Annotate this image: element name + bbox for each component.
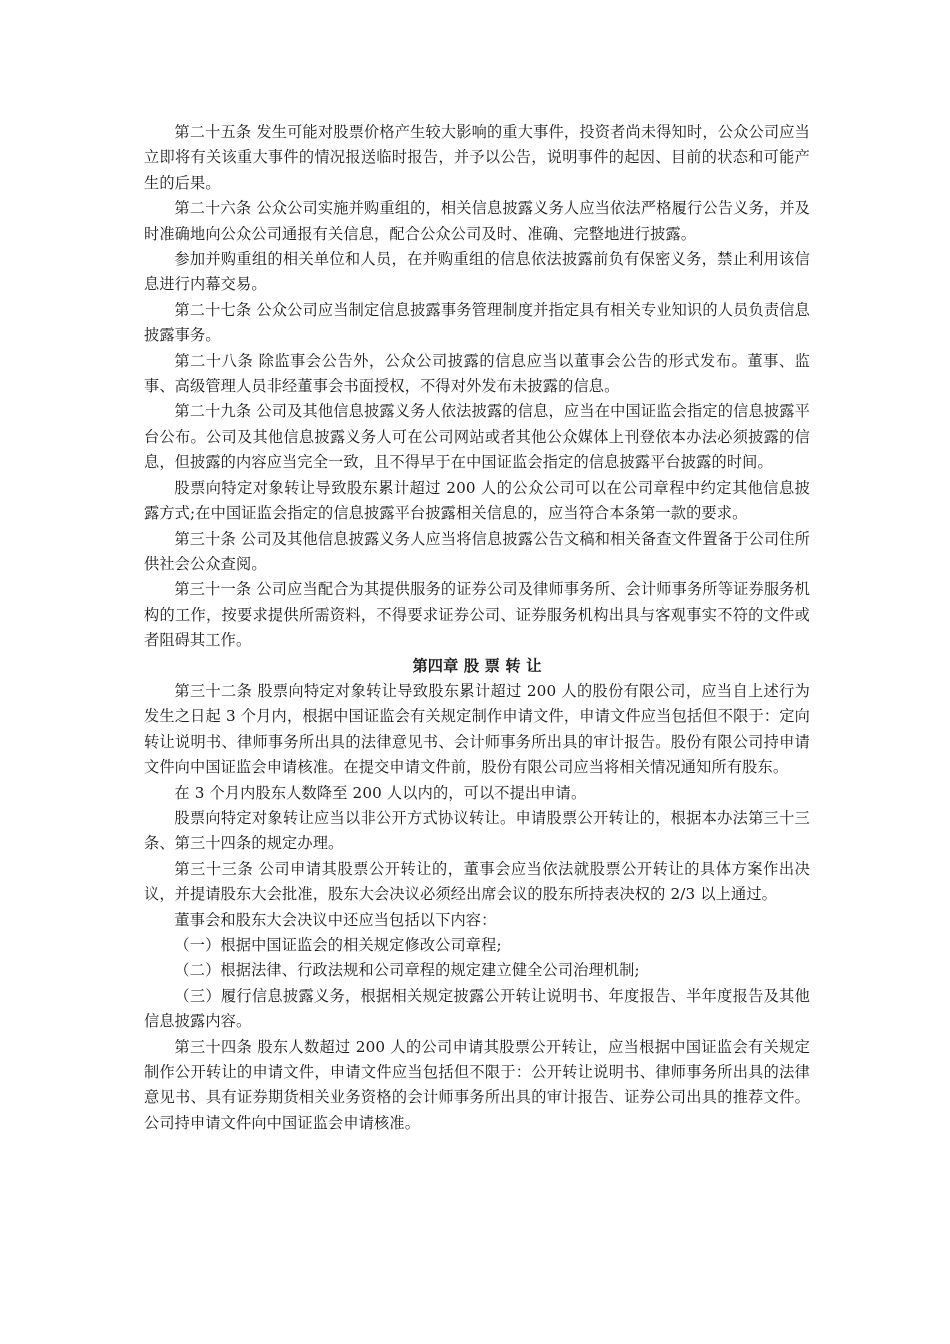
list-item-3: （三）履行信息披露义务，根据相关规定披露公开转让说明书、年度报告、半年度报告及其他信息披露内容。 <box>144 986 810 1031</box>
article-32-paragraph-2: 在 3 个月内股东人数降至 200 人以内的，可以不提出申请。 <box>174 783 587 802</box>
article-27: 第二十七条 公众公司应当制定信息披露事务管理制度并指定具有相关专业知识的人员负责信息披露事务。 <box>144 300 810 345</box>
article-30: 第三十条 公司及其他信息披露义务人应当将信息披露公告文稿和相关备查文件置备于公司住所供社会公众查阅。 <box>144 529 810 573</box>
chapter-heading: 第四章 股 票 转 让 <box>412 656 542 675</box>
article-32-paragraph-3: 股票向特定对象转让应当以非公开方式协议转让。申请股票公开转让的，根据本办法第三十三条、第三十四条的规定办理。 <box>144 808 810 853</box>
article-29: 第二十九条 公司及其他信息披露义务人依法披露的信息，应当在中国证监会指定的信息披露平台公布。公司及其他信息披露义务人可在公司网站或者其他公众媒体上刊登依本办法必须披露的信息，但披露的内容应当完全一致，且不得早于在中国证监会指定的信息披露平台披露的时间。 <box>144 402 810 472</box>
article-33-paragraph-2: 董事会和股东大会决议中还应当包括以下内容： <box>174 910 497 929</box>
article-34: 第三十四条 股东人数超过 200 人的公司申请其股票公开转让，应当根据中国证监会有关规定制作公开转让的申请文件，申请文件应当包括但不限于：公开转让说明书、律师事务所出具的法律意见书、具有证券期货相关业务资格的会计师事务所出具的审计报告、证券公司出具的推荐文件。公司持申请文件向中国证监会申请核准。 <box>144 1037 810 1132</box>
article-31: 第三十一条 公司应当配合为其提供服务的证券公司及律师事务所、会计师事务所等证券服务机构的工作，按要求提供所需资料，不得要求证券公司、证券服务机构出具与客观事实不符的文件或者阻碍其工作。 <box>144 580 810 650</box>
article-26-paragraph-2: 参加并购重组的相关单位和人员，在并购重组的信息依法披露前负有保密义务，禁止利用该信息进行内幕交易。 <box>144 250 810 294</box>
list-item-2: （二）根据法律、行政法规和公司章程的规定建立健全公司治理机制; <box>174 961 640 980</box>
article-25: 第二十五条 发生可能对股票价格产生较大影响的重大事件，投资者尚未得知时，公众公司应当立即将有关该重大事件的情况报送临时报告，并予以公告，说明事件的起因、目前的状态和可能产生的后果。 <box>144 123 810 192</box>
article-33: 第三十三条 公司申请其股票公开转让的，董事会应当依法就股票公开转让的具体方案作出决议，并提请股东大会批准，股东大会决议必须经出席会议的股东所持表决权的 2/3 以上通过。 <box>144 859 810 904</box>
article-32: 第三十二条 股票向特定对象转让导致股东累计超过 200 人的股份有限公司，应当自上述行为发生之日起 3 个月内，根据中国证监会有关规定制作申请文件，申请文件应当包括但不限于：定向转让说明书、律师事务所出具的法律意见书、会计师事务所出具的审计报告。股份有限公司持申请文件向中国证监会申请核准。在提交申请文件前，股份有限公司应当将相关情况通知所有股东。 <box>144 681 810 777</box>
article-28: 第二十八条 除监事会公告外，公众公司披露的信息应当以董事会公告的形式发布。董事、监事、高级管理人员非经董事会书面授权，不得对外发布未披露的信息。 <box>144 351 810 396</box>
article-26: 第二十六条 公众公司实施并购重组的，相关信息披露义务人应当依法严格履行公告义务，并及时准确地向公众公司通报有关信息，配合公众公司及时、准确、完整地进行披露。 <box>144 199 810 243</box>
list-item-1: （一）根据中国证监会的相关规定修改公司章程; <box>174 936 502 954</box>
article-29-paragraph-2: 股票向特定对象转让导致股东累计超过 200 人的公众公司可以在公司章程中约定其他信息披露方式;在中国证监会指定的信息披露平台披露相关信息的，应当符合本条第一款的要求。 <box>144 478 810 523</box>
document-body <box>144 120 810 1136</box>
